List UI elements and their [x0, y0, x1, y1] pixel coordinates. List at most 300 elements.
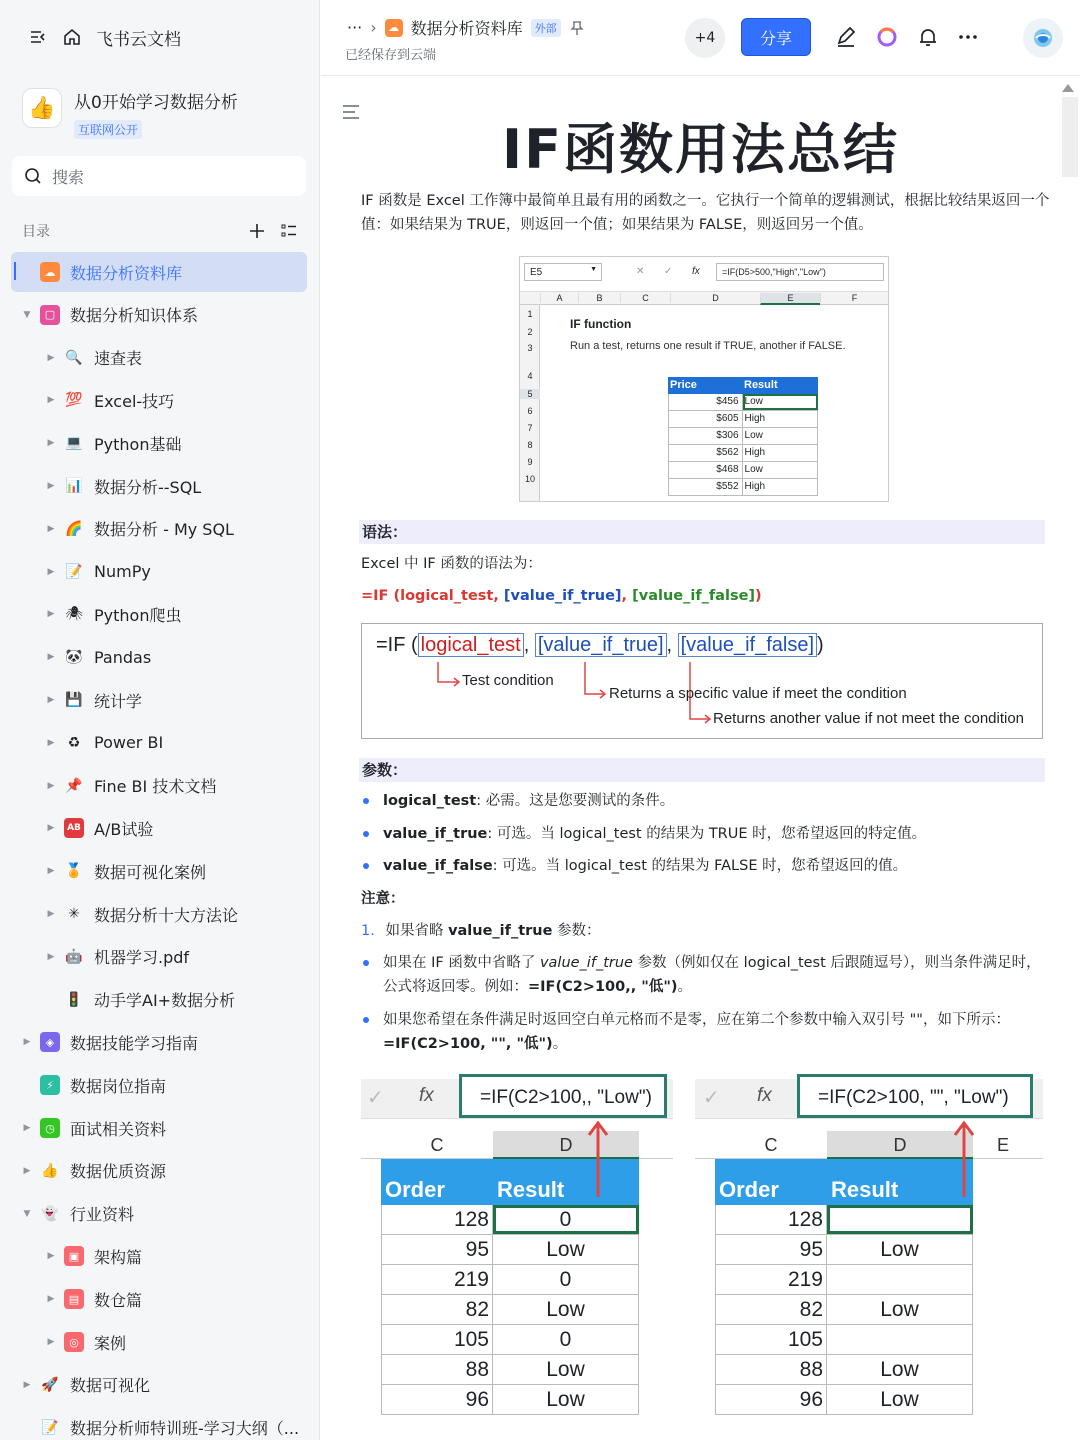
caret-right-icon[interactable]: ▶	[47, 909, 55, 919]
caret-right-icon[interactable]: ▶	[23, 1037, 31, 1048]
sidebar-item[interactable]	[44, 594, 181, 634]
doc-heading: IF函数用法总结	[502, 118, 899, 181]
sidebar-item[interactable]	[44, 680, 142, 720]
sidebar-item[interactable]	[20, 1108, 166, 1148]
table-header-cell: Price	[670, 379, 697, 391]
table-row	[381, 1325, 639, 1355]
brand-name[interactable]: 飞书云文档	[96, 29, 181, 50]
sidebar-item[interactable]	[44, 980, 235, 1020]
result-cell: Low	[743, 394, 818, 410]
sidebar-item-label: 架构篇	[94, 1247, 143, 1267]
param-desc: : 可选。当 logical_test 的结果为 FALSE 时，您希望返回的值。	[492, 858, 908, 874]
table-row	[715, 1205, 973, 1235]
cloud-doc-icon: ☁	[40, 262, 60, 282]
syntax-prefix: =IF (	[361, 588, 401, 604]
column-header: D	[670, 293, 760, 303]
sidebar-item[interactable]	[44, 766, 216, 806]
order-cell: 105	[715, 1325, 827, 1354]
sidebar-item[interactable]	[44, 552, 151, 592]
check-icon: ✓	[703, 1087, 720, 1109]
sidebar-item[interactable]	[44, 466, 201, 506]
sheet-title: IF function	[570, 317, 632, 331]
row-header: 4	[527, 371, 533, 381]
note-b2-pre: 如果您希望在条件满足时返回空白单元格而不是零，应在第二个参数中输入双引号 ""，如下所示：	[383, 1012, 1010, 1028]
diagram-prefix: =IF (	[376, 634, 418, 656]
caret-right-icon[interactable]: ▶	[47, 609, 55, 620]
result-cell: Low	[743, 462, 818, 478]
workspace-logo: 👍	[22, 88, 62, 128]
price-cell: $562	[669, 445, 743, 461]
rainbow-icon: 🌈	[65, 520, 83, 537]
caret-right-icon[interactable]: ▶	[47, 823, 55, 834]
order-cell: 88	[381, 1355, 493, 1384]
result-cell: Low	[493, 1355, 639, 1384]
result-cell: Low	[743, 428, 818, 444]
result-cell: Low	[493, 1385, 639, 1414]
row-header: 6	[527, 406, 533, 416]
note-b1-mid: 参数（例如仅在 logical_test 后跟随逗号），则当条件满足时，公式将返回零。例如：	[383, 955, 1041, 995]
sidebar-item-label: Python爬虫	[94, 605, 182, 625]
sidebar-item[interactable]	[20, 1151, 166, 1191]
syntax-desc: Excel 中 IF 函数的语法为：	[361, 556, 542, 572]
sidebar-item-label: Power BI	[94, 733, 164, 753]
column-header: B	[578, 293, 620, 303]
result-cell: Low	[827, 1295, 973, 1324]
formula-field: =IF(C2>100, "", "Low")	[797, 1074, 1033, 1118]
toc-header	[22, 218, 298, 244]
caret-right-icon[interactable]: ▶	[47, 1294, 55, 1305]
sidebar-item-label: 数据分析十大方法论	[94, 905, 239, 925]
selected-indicator	[14, 262, 16, 280]
table-row	[381, 1355, 639, 1385]
bullet-dot	[363, 831, 369, 837]
sidebar-item[interactable]	[20, 1022, 198, 1062]
spider-icon: 🕷	[65, 606, 83, 623]
toc-label: 目录	[22, 224, 50, 240]
home-icon[interactable]	[62, 27, 82, 47]
sidebar-item[interactable]	[44, 723, 163, 763]
order-cell: 82	[381, 1295, 493, 1324]
table-row	[668, 411, 818, 428]
row-header: 5	[520, 389, 540, 399]
sidebar-item-label: 行业资料	[70, 1205, 135, 1225]
order-cell: 128	[715, 1205, 827, 1234]
table-header-row	[668, 377, 818, 394]
panda-icon: 🐼	[65, 649, 83, 666]
table-icon: ▤	[64, 1289, 84, 1309]
result-cell: Low	[827, 1385, 973, 1414]
edit-icon[interactable]	[835, 26, 857, 48]
column-header: D	[827, 1131, 973, 1159]
order-cell: 88	[715, 1355, 827, 1384]
workspace-name: 从0开始学习数据分析	[74, 93, 238, 113]
row-header: 2	[527, 327, 533, 337]
sidebar-item[interactable]	[20, 295, 198, 335]
syntax-suffix: )	[755, 588, 762, 604]
note-b2-end: 。	[552, 1036, 568, 1052]
dropdown-icon: ▼	[590, 266, 597, 273]
column-header-row	[695, 1131, 1043, 1159]
table-row	[668, 479, 818, 496]
result-cell: Low	[827, 1235, 973, 1264]
caret-right-icon[interactable]: ▶	[47, 481, 55, 491]
check-icon: ✓	[367, 1087, 384, 1109]
collapse-sidebar-icon[interactable]	[28, 27, 48, 47]
add-icon[interactable]	[248, 222, 266, 240]
table-header-cell: Result	[744, 379, 778, 391]
sidebar-item-label: 案例	[94, 1333, 127, 1353]
diagram-arg-true: [value_if_true]	[535, 633, 667, 657]
price-cell: $456	[669, 394, 743, 410]
caret-down-icon[interactable]: ▼	[23, 1208, 31, 1219]
recycle-icon: ♻	[67, 734, 81, 751]
price-cell: $605	[669, 411, 743, 427]
order-cell: 82	[715, 1295, 827, 1324]
table-row	[715, 1355, 973, 1385]
notification-bell-icon[interactable]	[917, 26, 939, 48]
rocket-icon: 🚀	[41, 1376, 59, 1393]
caret-right-icon[interactable]: ▶	[47, 951, 55, 962]
column-header: C	[430, 1135, 444, 1155]
sidebar-item-label: 数据分析资料库	[70, 263, 183, 283]
result-cell: Low	[493, 1295, 639, 1324]
caret-right-icon[interactable]: ▶	[47, 1337, 55, 1347]
table-header-row	[715, 1159, 973, 1205]
sidebar-item[interactable]	[44, 1236, 142, 1276]
price-cell: $306	[669, 428, 743, 444]
param-name: value_if_true	[383, 825, 488, 842]
doc-cloud-icon: ☁	[385, 19, 403, 37]
table-row	[381, 1295, 639, 1325]
user-avatar[interactable]	[1023, 18, 1063, 58]
pin-icon[interactable]	[569, 20, 585, 36]
sheet-subtitle: Run a test, returns one result if TRUE, another if FALSE.	[570, 340, 846, 352]
caret-right-icon[interactable]: ▶	[23, 1165, 31, 1176]
sidebar-item-label: 数据岗位指南	[70, 1076, 167, 1096]
caret-right-icon[interactable]: ▶	[47, 780, 55, 791]
table-row	[381, 1385, 639, 1415]
sidebar-item[interactable]	[44, 338, 142, 378]
table-row	[715, 1385, 973, 1415]
sidebar-item-label: 数据技能学习指南	[70, 1033, 199, 1053]
public-tag: 互联网公开	[74, 120, 142, 139]
hundred-icon: 💯	[65, 392, 83, 409]
sidebar-item-label: 数据优质资源	[70, 1162, 167, 1182]
fx-icon: fx	[419, 1085, 434, 1106]
sidebar-item-label: 数据分析知识体系	[70, 306, 199, 326]
caret-right-icon[interactable]: ▶	[23, 1379, 31, 1390]
param-name: value_if_false	[383, 858, 493, 874]
result-cell: High	[743, 411, 818, 427]
caret-down-icon[interactable]: ▼	[23, 309, 31, 320]
bolt-icon: ⚡	[40, 1075, 60, 1095]
memo-icon: 📝	[65, 563, 83, 580]
sidebar-item-label: 数仓篇	[94, 1290, 143, 1310]
note1-pre: 如果省略	[385, 923, 449, 939]
bullet-dot	[363, 863, 369, 869]
row-header: 3	[527, 343, 533, 353]
order-cell: 128	[381, 1205, 493, 1234]
excel-blank-true-image	[695, 1065, 1043, 1435]
fx-icon: fx	[757, 1085, 772, 1106]
row-header: 7	[527, 423, 533, 433]
row-header: 1	[527, 309, 533, 319]
fx-icon: fx	[692, 266, 700, 277]
name-box-value: E5	[530, 267, 543, 278]
note-b1-example: =IF(C2>100,, "低")	[528, 979, 678, 995]
sidebar-item[interactable]	[44, 380, 174, 420]
sidebar-item[interactable]	[44, 937, 189, 977]
excel-if-example-image	[519, 256, 889, 502]
caret-right-icon[interactable]: ▶	[23, 1123, 31, 1133]
sidebar-item[interactable]	[20, 1365, 150, 1405]
sidebar-item[interactable]	[44, 1279, 142, 1319]
sidebar-item[interactable]	[44, 851, 206, 891]
price-cell: $468	[669, 462, 743, 478]
sidebar-item-label: Python基础	[94, 434, 182, 454]
column-header: A	[540, 293, 578, 303]
result-cell	[827, 1205, 973, 1234]
order-cell: 96	[381, 1385, 493, 1414]
caret-right-icon[interactable]: ▶	[47, 566, 55, 577]
intro-paragraph: IF 函数是 Excel 工作簿中最简单且最有用的函数之一。它执行一个简单的逻辑测试，根据比较结果返回一个值：如果结果为 TRUE，则返回一个值；如果结果为 FALSE，则返回另一个值。	[361, 193, 1050, 233]
search-icon	[24, 167, 42, 185]
target-icon: ◎	[64, 1332, 84, 1352]
note-b1-end: 。	[677, 979, 693, 995]
sidebar-item[interactable]	[44, 509, 234, 549]
table-row	[668, 462, 818, 479]
sidebar-item[interactable]	[44, 894, 238, 934]
ab-icon: AB	[64, 818, 84, 838]
table-row	[668, 445, 818, 462]
result-cell: 0	[493, 1265, 639, 1294]
param-name: logical_test	[383, 793, 477, 809]
result-cell: 0	[493, 1325, 639, 1354]
computer-icon: 💻	[65, 435, 83, 452]
note-heading: 注意：	[361, 891, 405, 907]
sidebar-item-label: A/B试验	[94, 819, 154, 839]
diagram-sep1: ,	[523, 634, 530, 656]
formula-bar	[524, 263, 884, 283]
order-cell: 219	[381, 1265, 493, 1294]
search-input[interactable]	[12, 156, 306, 196]
caret-right-icon[interactable]: ▶	[47, 1251, 55, 1262]
annotation-value-if-true: Returns a specific value if meet the condition	[609, 685, 907, 702]
breadcrumb	[347, 16, 585, 39]
column-header-row	[520, 291, 888, 305]
table-row	[715, 1265, 973, 1295]
doc-icon: ▢	[40, 305, 60, 325]
sidebar-item[interactable]	[20, 1408, 299, 1440]
row-header: 8	[527, 440, 533, 450]
list-view-icon[interactable]	[280, 222, 298, 240]
result-cell	[827, 1325, 973, 1354]
column-header: D	[493, 1131, 639, 1159]
layers-icon: ◈	[40, 1032, 60, 1052]
row-header: 10	[524, 474, 535, 484]
note-bullet-1	[361, 951, 1041, 999]
sidebar-item-label: 动手学AI+数据分析	[94, 991, 236, 1011]
table-row	[715, 1295, 973, 1325]
syntax-formula: =IF (logical_test, [value_if_true], [value_if_false])	[361, 588, 762, 604]
sidebar-item-label: Pandas	[94, 647, 152, 667]
table-row	[381, 1265, 639, 1295]
collaborators-count[interactable]: +4	[685, 18, 725, 58]
note-item-1	[361, 919, 601, 943]
table-header-cell: Result	[497, 1177, 565, 1202]
sidebar-item-label: 面试相关资料	[70, 1119, 167, 1139]
table-row	[668, 428, 818, 445]
sidebar-item-label: NumPy	[94, 562, 151, 582]
column-header: E	[760, 293, 820, 305]
sidebar-item-label: 统计学	[94, 691, 143, 711]
caret-right-icon[interactable]: ▶	[47, 352, 55, 363]
sidebar-item[interactable]	[44, 1322, 126, 1362]
bar-chart-icon: 📊	[65, 478, 83, 494]
diagram-sep2: ,	[666, 634, 673, 656]
param-desc: : 必需。这是您要测试的条件。	[476, 793, 675, 809]
diagram-arg-logical: logical_test	[418, 633, 524, 657]
external-badge: 外部	[531, 19, 561, 37]
save-status: 已经保存到云端	[345, 48, 437, 63]
result-cell: High	[743, 445, 818, 461]
bullet-dot	[363, 960, 369, 966]
syntax-diagram-image	[361, 623, 1043, 739]
annotation-test-condition: Test condition	[462, 672, 554, 689]
order-cell: 105	[381, 1325, 493, 1354]
caret-right-icon[interactable]: ▶	[47, 523, 55, 534]
sidebar-item[interactable]	[44, 808, 153, 848]
traffic-light-icon: 🚦	[65, 991, 83, 1008]
avatar-icon	[1030, 25, 1056, 51]
price-cell: $552	[669, 479, 743, 495]
formula-field: =IF(C2>100,, "Low")	[459, 1074, 667, 1118]
note1-bold: value_if_true	[448, 923, 553, 939]
share-button[interactable]: 分享	[741, 18, 811, 56]
sidebar-item[interactable]	[44, 423, 181, 463]
top-bar	[321, 0, 1080, 76]
caret-right-icon[interactable]: ▶	[47, 866, 55, 877]
scroll-up-arrow[interactable]	[1062, 84, 1074, 92]
thumbs-up-icon: 👍	[41, 1162, 59, 1179]
param-item	[361, 789, 1051, 813]
doc-title[interactable]: 数据分析资料库	[410, 19, 523, 38]
param-desc: : 可选。当 logical_test 的结果为 TRUE 时，您希望返回的特定值。	[487, 825, 927, 842]
caret-right-icon[interactable]: ▶	[47, 438, 55, 449]
caret-right-icon[interactable]: ▶	[47, 737, 55, 748]
more-options-icon[interactable]	[957, 26, 979, 48]
sidebar-item-label: 速查表	[94, 349, 143, 369]
column-header: F	[820, 293, 888, 303]
sidebar-item[interactable]	[44, 637, 151, 677]
caret-right-icon[interactable]: ▶	[47, 395, 55, 406]
column-header: C	[620, 293, 670, 303]
column-header-row	[361, 1131, 673, 1159]
row-header: 9	[527, 457, 533, 467]
excel-omitted-true-image	[361, 1065, 673, 1435]
sidebar-item[interactable]	[20, 1065, 166, 1105]
result-cell: High	[743, 479, 818, 495]
syntax-arg-false: [value_if_false]	[632, 588, 756, 604]
column-header: E	[996, 1135, 1009, 1155]
document-content	[321, 77, 1080, 1440]
sidebar-item[interactable]	[20, 252, 182, 292]
order-cell: 96	[715, 1385, 827, 1414]
table-header-cell: Order	[385, 1177, 445, 1202]
order-cell: 219	[715, 1265, 827, 1294]
result-cell	[827, 1265, 973, 1294]
sidebar-item-label: Fine BI 技术文档	[94, 777, 217, 797]
result-cell: Low	[493, 1235, 639, 1264]
sidebar-top	[0, 14, 320, 60]
enter-icon: ✓	[664, 266, 673, 277]
sidebar	[0, 0, 320, 1440]
caret-right-icon[interactable]: ▶	[47, 695, 55, 705]
magnifier-icon: 🔍	[65, 349, 83, 366]
sidebar-item-label: 数据可视化	[70, 1376, 151, 1396]
chevron-right-icon: ›	[370, 18, 377, 37]
pointer-arrow	[587, 1119, 609, 1199]
window-icon: ▣	[64, 1246, 84, 1266]
syntax-arg-true: [value_if_true]	[503, 588, 622, 604]
robot-icon: 🤖	[65, 948, 83, 965]
sidebar-item-label: 数据可视化案例	[94, 862, 207, 882]
sidebar-item-label: 数据分析 - My SQL	[94, 520, 234, 540]
workspace-header[interactable]	[22, 88, 238, 139]
sidebar-item[interactable]	[20, 1194, 134, 1234]
caret-right-icon[interactable]: ▶	[47, 652, 55, 663]
clock-icon: ◷	[40, 1118, 60, 1138]
diagram-suffix: )	[817, 634, 824, 656]
sidebar-item-label: 数据分析--SQL	[94, 477, 202, 497]
pointer-arrow	[953, 1119, 975, 1199]
note-b1-pre: 如果在 IF 函数中省略了	[383, 955, 540, 971]
note-bullet-2	[361, 1008, 1041, 1056]
note-b2-example: =IF(C2>100, "", "低")	[383, 1036, 553, 1052]
sidebar-item-label: Excel-技巧	[94, 391, 175, 411]
order-cell: 95	[715, 1235, 827, 1264]
table-header-cell: Order	[719, 1177, 779, 1202]
formula-field: =IF(D5>500,"High","Low")	[716, 263, 884, 281]
memo-icon: 📝	[41, 1419, 59, 1436]
pushpin-icon: 📌	[65, 777, 83, 794]
table-row	[668, 394, 818, 411]
note-number: 1.	[361, 923, 375, 939]
bullet-dot	[363, 798, 369, 804]
table-row	[715, 1235, 973, 1265]
note1-post: 参数：	[552, 923, 601, 939]
params-heading: 参数：	[359, 758, 1045, 782]
sidebar-item-label: 机器学习.pdf	[94, 948, 190, 968]
param-item	[361, 822, 1051, 846]
result-cell: Low	[827, 1355, 973, 1384]
sparkle-icon: ✳	[68, 906, 80, 922]
order-cell: 95	[381, 1235, 493, 1264]
diagram-arg-false: [value_if_false]	[678, 633, 817, 657]
ai-assistant-icon[interactable]	[876, 26, 898, 48]
price-table	[668, 369, 818, 496]
table-row	[715, 1325, 973, 1355]
bullet-dot	[363, 1017, 369, 1023]
result-cell: 0	[493, 1205, 639, 1234]
syntax-heading: 语法：	[359, 520, 1045, 544]
table-row	[381, 1235, 639, 1265]
table-row	[381, 1205, 639, 1235]
syntax-arg-logical: logical_test	[400, 588, 494, 604]
more-breadcrumb-button[interactable]: ···	[347, 18, 363, 37]
table-header-cell: Result	[831, 1177, 899, 1202]
medal-icon: 🏅	[65, 863, 83, 880]
